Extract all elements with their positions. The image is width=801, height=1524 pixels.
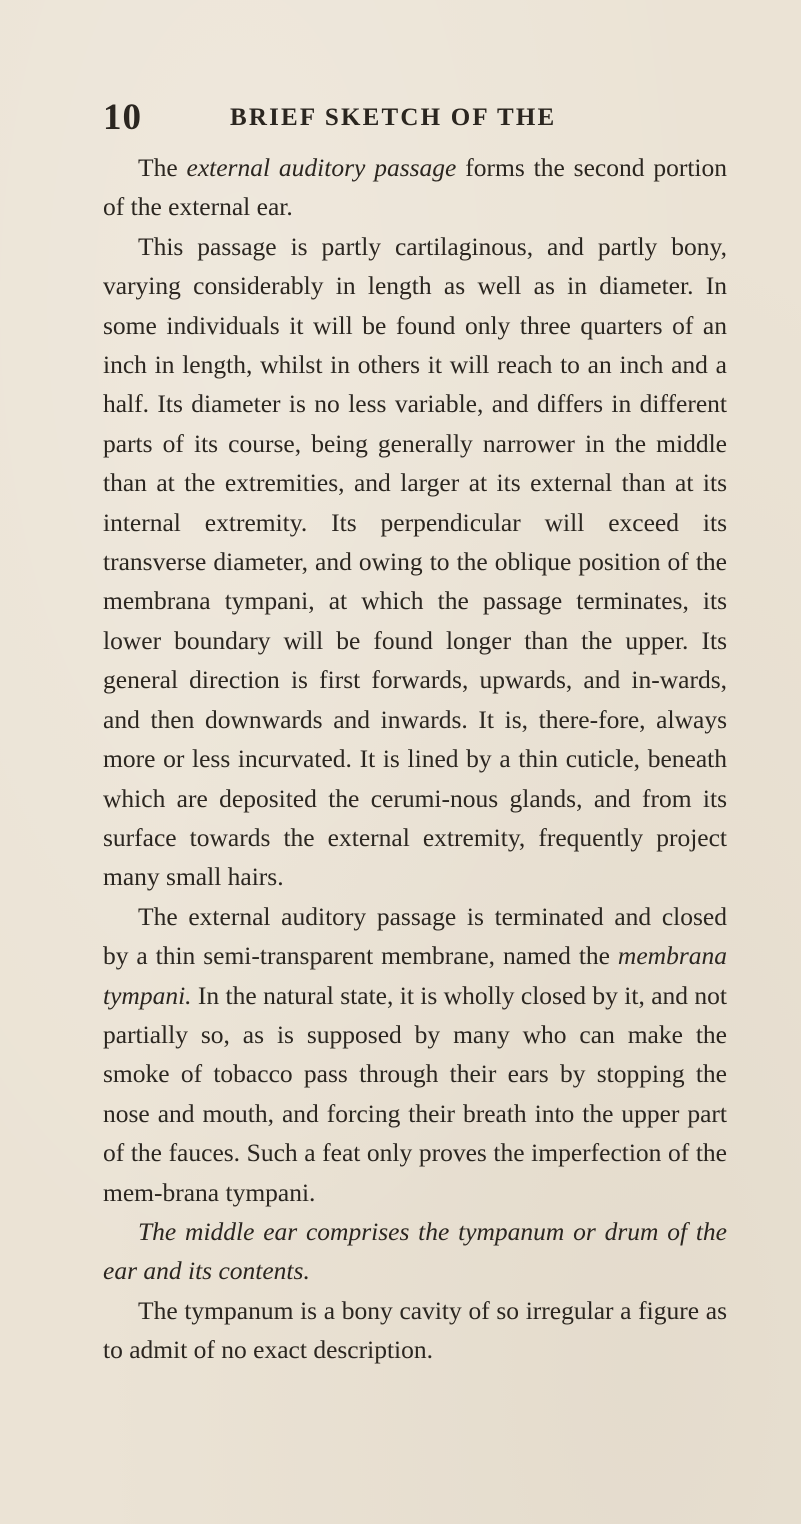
paragraph-passage-description: This passage is partly cartilaginous, and partly bony, varying considerably in length as well as in diameter. In some individuals it will be found only three quarters of an inch in length, whilst in others it will reach to an inch and a half. Its diameter is no less variable, and differs in different parts of its course, being generally narrower in the middle than at the extremities, and larger at its external than at its internal extremity. Its perpendicular will exceed its transverse diameter, and owing to the oblique position of the membrana tympani, at which the passage terminates, its lower boundary will be found longer than the upper. Its general direction is first forwards, upwards, and in-wards, and then downwards and inwards. It is, there-fore, always more or less incurvated. It is lined by a thin cuticle, beneath which are deposited the cerumi-nous glands, and from its surface towards the external extremity, frequently project many small hairs. [103, 231, 727, 892]
paragraph-text: The external auditory passage is terminated and closed by a thin semi-transparent membrane, named the [103, 901, 727, 971]
paragraph-external-auditory-passage [103, 148, 727, 227]
paragraph-tympanum: The tympanum is a bony cavity of so irregular a figure as to admit of no exact description. [103, 1295, 727, 1365]
running-title: BRIEF SKETCH OF THE [230, 104, 557, 131]
paragraph-text: The [138, 153, 187, 182]
italic-term: membrana tympani. [103, 941, 727, 1010]
paragraph-text: forms the second portion of the external ear. [103, 153, 727, 222]
body-text [103, 148, 727, 1370]
italic-term: external auditory passage [186, 153, 457, 182]
running-head [103, 96, 733, 140]
paragraph-membrana-tympani [103, 897, 727, 1212]
paragraph-middle-ear: The middle ear comprises the tympanum or drum of the ear and its contents. [103, 1216, 727, 1286]
page-number: 10 [103, 97, 142, 138]
paragraph-text: In the natural state, it is wholly closed by it, and not partially so, as is supposed by many who can make the smoke of tobacco pass through their ears by stopping the nose and mouth, and forcing their breath into the upper part of the fauces. Such a feat only proves the imperfection of the mem-brana tympani. [103, 980, 727, 1207]
